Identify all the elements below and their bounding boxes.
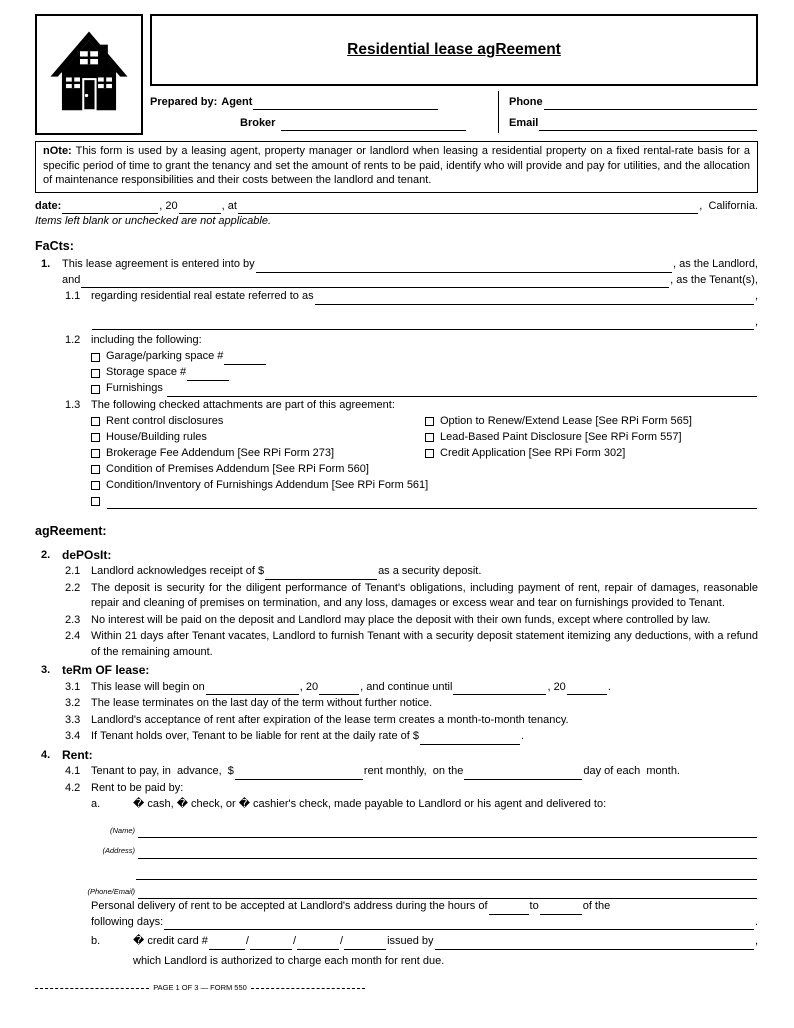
date-city-field[interactable]: [238, 200, 698, 214]
property-description-field-2[interactable]: [92, 316, 754, 330]
section-2-number: 2.: [41, 548, 51, 561]
furnishings-inventory-label: Condition/Inventory of Furnishings Addendum [See RPi Form 561]: [106, 478, 429, 491]
property-description-field[interactable]: [315, 291, 754, 305]
blank-items-instruction: Items left blank or unchecked are not applicable.: [35, 215, 272, 228]
brokerage-fee-checkbox[interactable]: [91, 449, 100, 458]
item-3-1-suffix: .: [607, 680, 611, 693]
item-4-2-text: Rent to be paid by:: [91, 781, 184, 794]
attachment-row: [425, 429, 758, 445]
attachment-row: [425, 445, 758, 461]
attachment-row: [425, 413, 758, 429]
payee-address-field-2[interactable]: [136, 866, 757, 880]
item-1-1-text: regarding residential real estate referred to as: [91, 290, 314, 303]
fact-item-1-2: [65, 333, 758, 397]
vertical-divider: [498, 91, 499, 133]
brokerage-fee-label: Brokerage Fee Addendum [See RPi Form 273]: [106, 446, 335, 459]
furnishings-label: Furnishings: [106, 382, 166, 395]
attachment-row: [91, 445, 425, 461]
item-1-1-suffix-2: ,: [754, 315, 758, 328]
form-title: Residential lease agReement: [347, 41, 561, 59]
check-option-label: check, or: [187, 798, 239, 811]
garage-checkbox[interactable]: [91, 353, 100, 362]
attachment-row: [91, 413, 425, 429]
item-3-3-number: 3.3: [65, 713, 81, 726]
date-year-field[interactable]: [179, 200, 221, 214]
prepared-by-label: Prepared by:: [150, 95, 218, 108]
item-3-3: [65, 713, 758, 729]
payee-address-field[interactable]: [138, 845, 757, 859]
house-icon: [48, 29, 130, 121]
check-option-diamond[interactable]: �: [176, 798, 188, 811]
tenant-name-field[interactable]: [81, 274, 669, 288]
garage-label: Garage/parking space #: [106, 350, 224, 363]
date-line: [35, 199, 758, 215]
item-4-1-mid: rent monthly, on the: [363, 765, 464, 778]
garage-option-row: [91, 349, 758, 365]
date-state-suffix: , California.: [699, 199, 758, 212]
house-rules-checkbox[interactable]: [91, 433, 100, 442]
item-2-4-number: 2.4: [65, 630, 81, 643]
item-2-2-text: The deposit is security for the diligent performance of Tenant's obligations, including payment of rent, repair of damages, reasonable repair and cleaning of premises on termination, and any loss, damages or excess wear and tear on furnishings provided to Tenant.: [91, 581, 758, 610]
lead-paint-checkbox[interactable]: [425, 433, 434, 442]
payee-address-row: [35, 843, 758, 859]
item-1-2-number: 1.2: [65, 334, 81, 347]
item-2-1-number: 2.1: [65, 565, 81, 578]
delivery-hours-to-field[interactable]: [540, 901, 582, 915]
item-1-and-label: and: [62, 273, 81, 286]
date-year-prefix: , 20: [159, 199, 178, 212]
item-3-3-text: Landlord's acceptance of rent after expiration of the lease term creates a month-to-month tenancy.: [91, 713, 569, 726]
lease-end-year-field[interactable]: [567, 681, 607, 695]
storage-label: Storage space #: [106, 366, 187, 379]
item-1-text: This lease agreement is entered into by: [62, 258, 255, 271]
delivery-days-field[interactable]: [164, 916, 754, 930]
note-box: [35, 141, 758, 193]
cc-slash-1: /: [245, 935, 249, 948]
item-3-1-number: 3.1: [65, 680, 81, 693]
house-rules-label: House/Building rules: [106, 430, 207, 443]
cash-option-label: cash,: [144, 798, 177, 811]
item-1-tenant-suffix: , as the Tenant(s),: [670, 273, 758, 286]
item-4-2-b-letter: b.: [91, 935, 101, 948]
item-1-1-suffix: ,: [754, 290, 758, 303]
note-text: This form is used by a leasing agent, property manager or landlord when leasing a residential property on a fixed rental-rate basis for a specific period of time to grant the tenancy and set the amount of rents to be paid, identify who will provide and pay for utilities, and the allocation of maintenance responsibilities and their costs between the landlord and tenant.: [43, 145, 750, 187]
date-at-label: , at: [221, 199, 237, 212]
lease-begin-date-field[interactable]: [206, 681, 299, 695]
credit-card-number-field-3[interactable]: [297, 936, 339, 950]
cashiers-check-option-diamond[interactable]: �: [238, 798, 250, 811]
credit-application-checkbox[interactable]: [425, 449, 434, 458]
rent-due-day-field[interactable]: [464, 766, 582, 780]
item-3-1-sep2: , and continue until: [360, 680, 453, 693]
section-3-term: [35, 663, 758, 679]
delivery-suffix: .: [754, 915, 758, 928]
item-3-1-sep1: , 20: [299, 680, 319, 693]
date-label: date:: [35, 199, 62, 212]
item-1-number: 1.: [41, 258, 51, 271]
furnishings-checkbox[interactable]: [91, 385, 100, 394]
attachment-row-blank: [91, 493, 758, 509]
cashiers-check-option-label: cashier's check, made payable to Landlord or his agent and delivered to:: [250, 798, 607, 811]
rent-heading: Rent:: [62, 747, 93, 762]
landlord-name-field[interactable]: [256, 259, 672, 273]
item-2-1-post: as a security deposit.: [378, 565, 482, 578]
item-3-2: [65, 696, 758, 712]
attachment-row: [91, 429, 425, 445]
attachment-row: [91, 477, 758, 493]
footer-page-label: PAGE 1 OF 3 — FORM 550: [153, 983, 247, 993]
item-4-2-a: [91, 797, 758, 813]
page-footer: [35, 983, 365, 993]
phone-email-field-label: (Phone/Email): [87, 886, 135, 896]
item-2-4-text: Within 21 days after Tenant vacates, Landlord to furnish Tenant with a security deposit statement itemizing any deductions, with a refund of the remaining amount.: [91, 630, 758, 658]
footer-dash-left: [35, 988, 149, 989]
item-3-1-pre: This lease will begin on: [91, 680, 205, 693]
payee-phone-email-row: [35, 884, 758, 900]
furnishings-option-row: [91, 381, 758, 397]
delivery-days-label: following days:: [91, 915, 164, 928]
security-deposit-amount-field[interactable]: [265, 566, 377, 580]
item-1-1-number: 1.1: [65, 290, 81, 303]
other-attachment-checkbox[interactable]: [91, 497, 100, 506]
section-4-number: 4.: [41, 748, 51, 761]
date-field[interactable]: [62, 200, 158, 214]
delivery-hours-from-field[interactable]: [489, 901, 529, 915]
storage-option-row: [91, 365, 758, 381]
card-issuer-field[interactable]: [435, 936, 754, 950]
item-1-3-text: The following checked attachments are part of this agreement:: [91, 398, 395, 411]
lead-paint-label: Lead-Based Paint Disclosure [See RPi Form 557]: [440, 430, 682, 443]
facts-heading: FaCts:: [35, 238, 74, 253]
item-4-2-b-suffix: ,: [754, 935, 758, 948]
email-field[interactable]: [539, 117, 757, 131]
item-1-2-text: including the following:: [91, 334, 202, 347]
item-4-1-number: 4.1: [65, 765, 81, 778]
name-field-label: (Name): [109, 825, 135, 835]
item-3-1: [65, 680, 758, 696]
delivery-post-text: of the: [582, 900, 611, 913]
broker-name-field[interactable]: [281, 117, 466, 131]
holdover-daily-rate-field[interactable]: [420, 731, 520, 745]
section-3-number: 3.: [41, 664, 51, 677]
item-2-3-text: No interest will be paid on the deposit and Landlord may place the deposit with their own funds, except where controlled by law.: [91, 613, 711, 626]
form-header: [35, 14, 758, 135]
prepared-by-section: [150, 89, 758, 135]
rent-control-label: Rent control disclosures: [106, 414, 224, 427]
option-renew-label: Option to Renew/Extend Lease [See RPi Form 565]: [440, 414, 692, 427]
lease-begin-year-field[interactable]: [319, 681, 359, 695]
credit-card-label: credit card #: [144, 935, 208, 948]
logo-box: [35, 14, 143, 135]
item-2-4: [65, 629, 758, 660]
item-4-1: [65, 764, 758, 780]
section-2-deposit: [35, 548, 758, 564]
item-3-4-suffix: .: [520, 730, 525, 743]
phone-label: Phone: [509, 95, 543, 108]
item-2-3: [65, 613, 758, 629]
payee-phone-email-field[interactable]: [138, 885, 757, 899]
fact-item-1-3: [65, 398, 758, 510]
payee-name-row: [35, 823, 758, 839]
term-heading: teRm OF lease:: [62, 663, 150, 678]
item-2-2-number: 2.2: [65, 581, 81, 594]
delivery-to-label: to: [529, 900, 539, 913]
credit-card-number-field-4[interactable]: [344, 936, 386, 950]
storage-checkbox[interactable]: [91, 369, 100, 378]
email-label: Email: [509, 116, 539, 129]
item-1-3-number: 1.3: [65, 398, 81, 411]
lease-end-date-field[interactable]: [453, 681, 546, 695]
option-renew-checkbox[interactable]: [425, 417, 434, 426]
fact-item-1-1: [65, 289, 758, 330]
storage-number-field[interactable]: [187, 367, 229, 381]
credit-card-number-field-1[interactable]: [209, 936, 245, 950]
agent-label: Agent: [221, 95, 253, 108]
item-3-4: [65, 729, 758, 745]
credit-card-number-field-2[interactable]: [250, 936, 292, 950]
item-4-2-b: [91, 934, 758, 969]
monthly-rent-amount-field[interactable]: [235, 766, 363, 780]
item-2-1-pre: Landlord acknowledges receipt of $: [91, 565, 265, 578]
premises-condition-label: Condition of Premises Addendum [See RPi Form 560]: [106, 462, 369, 475]
item-3-1-sep3: , 20: [547, 680, 566, 693]
item-3-2-text: The lease terminates on the last day of the term without further notice.: [91, 697, 433, 710]
delivery-pre-text: Personal delivery of rent to be accepted at Landlord's address during the hours of: [91, 900, 488, 913]
title-box: [150, 14, 758, 86]
rent-control-checkbox[interactable]: [91, 417, 100, 426]
item-1-landlord-suffix: , as the Landlord,: [672, 258, 758, 271]
attachment-row: [91, 461, 758, 477]
item-2-2: [65, 581, 758, 612]
agent-name-field[interactable]: [253, 96, 438, 110]
item-2-3-number: 2.3: [65, 613, 81, 626]
cc-slash-2: /: [292, 935, 296, 948]
item-4-2: [65, 781, 758, 797]
agreement-heading: agReement:: [35, 524, 107, 539]
credit-application-label: Credit Application [See RPi Form 302]: [440, 446, 626, 459]
section-4-rent: [35, 748, 758, 764]
cc-slash-3: /: [340, 935, 344, 948]
item-4-1-post: day of each month.: [583, 765, 680, 778]
payee-address-row-2: [35, 866, 758, 880]
item-3-4-pre: If Tenant holds over, Tenant to be liable for rent at the daily rate of $: [91, 730, 419, 743]
item-2-1: [65, 564, 758, 580]
other-attachment-field[interactable]: [107, 495, 757, 509]
issued-by-label: issued by: [387, 935, 434, 948]
premises-condition-checkbox[interactable]: [91, 465, 100, 474]
garage-number-field[interactable]: [224, 351, 266, 365]
note-label: nOte:: [43, 145, 76, 157]
item-4-2-b-text-2: which Landlord is authorized to charge each month for rent due.: [133, 954, 445, 967]
furnishings-inventory-checkbox[interactable]: [91, 481, 100, 490]
deposit-heading: dePOsIt:: [62, 547, 112, 562]
fact-item-1: [35, 257, 758, 288]
item-3-2-number: 3.2: [65, 697, 81, 710]
furnishings-field[interactable]: [167, 383, 757, 397]
credit-card-option-diamond[interactable]: �: [133, 935, 145, 948]
cash-option-diamond[interactable]: �: [133, 798, 145, 811]
footer-dash-right: [251, 988, 365, 989]
item-4-2-a-letter: a.: [91, 798, 101, 811]
payee-name-field[interactable]: [138, 824, 757, 838]
personal-delivery-paragraph: [91, 899, 758, 930]
item-4-1-pre: Tenant to pay, in advance, $: [91, 765, 234, 778]
item-4-2-number: 4.2: [65, 781, 81, 794]
broker-label: Broker: [240, 116, 276, 129]
phone-field[interactable]: [544, 96, 757, 110]
item-3-4-number: 3.4: [65, 730, 81, 743]
address-field-label: (Address): [102, 846, 135, 856]
